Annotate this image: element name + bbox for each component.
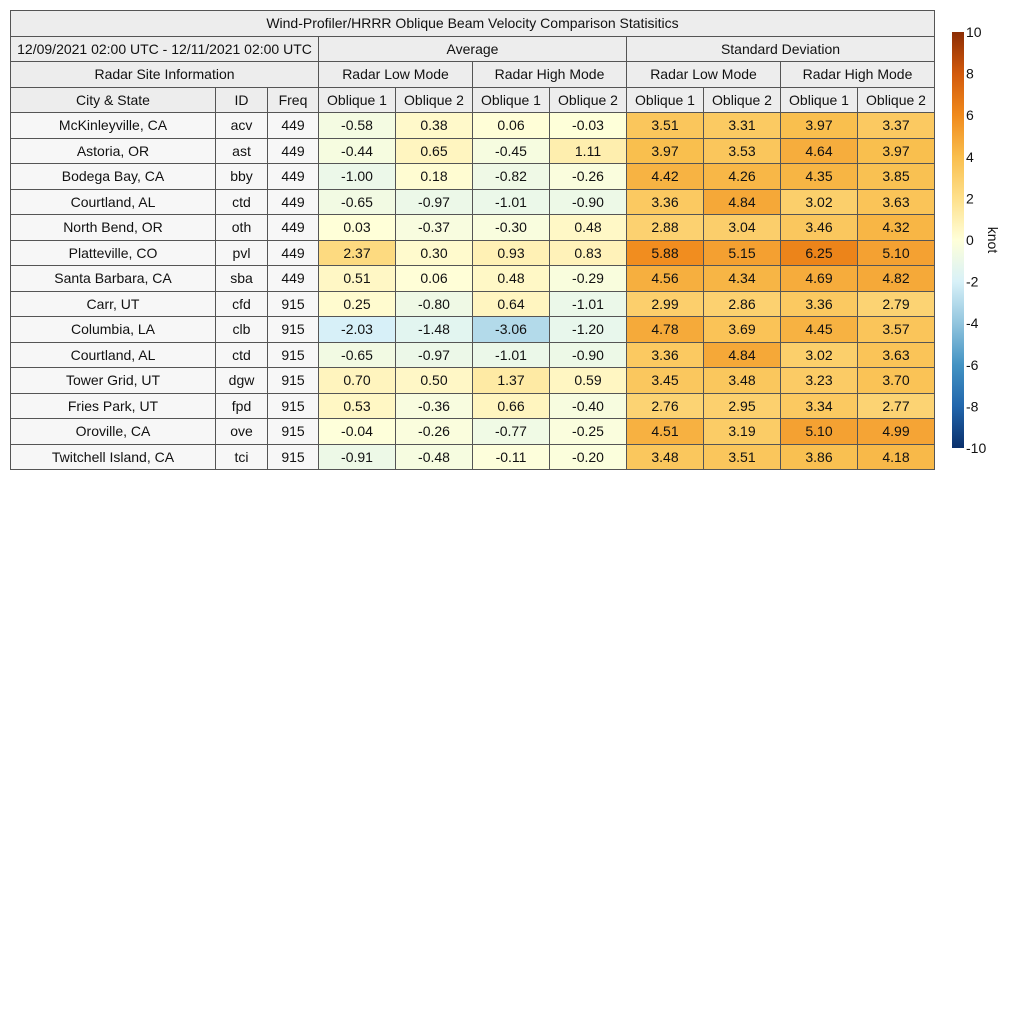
colorbar-ticks	[966, 24, 986, 456]
value-cell: 0.38	[396, 113, 473, 139]
value-cell: 4.99	[858, 419, 935, 445]
site-freq: 915	[268, 342, 319, 368]
value-cell: 3.23	[781, 368, 858, 394]
site-id: ctd	[216, 189, 268, 215]
site-id: ast	[216, 138, 268, 164]
table-row	[11, 138, 935, 164]
value-cell: -0.97	[396, 342, 473, 368]
col-header-id: ID	[216, 87, 268, 113]
site-city: Platteville, CO	[11, 240, 216, 266]
col-header-std-low-oblique-1: Oblique 1	[627, 87, 704, 113]
site-freq: 915	[268, 317, 319, 343]
value-cell: 1.11	[550, 138, 627, 164]
site-freq: 915	[268, 419, 319, 445]
col-header-avg-high-oblique-2: Oblique 2	[550, 87, 627, 113]
colorbar-tick-label: -6	[966, 356, 979, 373]
colorbar-tick-label: 4	[966, 148, 974, 165]
value-cell: 3.34	[781, 393, 858, 419]
value-cell: 2.95	[704, 393, 781, 419]
value-cell: 4.34	[704, 266, 781, 292]
site-freq: 915	[268, 444, 319, 470]
value-cell: 4.42	[627, 164, 704, 190]
value-cell: 2.99	[627, 291, 704, 317]
value-cell: -1.01	[473, 189, 550, 215]
table-row	[11, 368, 935, 394]
value-cell: -1.01	[550, 291, 627, 317]
site-id: acv	[216, 113, 268, 139]
value-cell: -1.01	[473, 342, 550, 368]
value-cell: 0.93	[473, 240, 550, 266]
site-city: Courtland, AL	[11, 342, 216, 368]
site-id: cfd	[216, 291, 268, 317]
value-cell: 0.65	[396, 138, 473, 164]
value-cell: 0.06	[396, 266, 473, 292]
site-freq: 449	[268, 266, 319, 292]
value-cell: 0.66	[473, 393, 550, 419]
site-city: Tower Grid, UT	[11, 368, 216, 394]
value-cell: 2.76	[627, 393, 704, 419]
site-id: ove	[216, 419, 268, 445]
table-row	[11, 189, 935, 215]
col-header-avg-low-oblique-1: Oblique 1	[319, 87, 396, 113]
value-cell: 3.46	[781, 215, 858, 241]
table-row	[11, 215, 935, 241]
colorbar-tick-label: 10	[966, 24, 982, 40]
value-cell: -0.26	[550, 164, 627, 190]
value-cell: 3.45	[627, 368, 704, 394]
col-header-city: City & State	[11, 87, 216, 113]
site-city: Oroville, CA	[11, 419, 216, 445]
site-id: pvl	[216, 240, 268, 266]
site-freq: 449	[268, 113, 319, 139]
value-cell: 3.97	[781, 113, 858, 139]
site-freq: 449	[268, 240, 319, 266]
value-cell: 3.69	[704, 317, 781, 343]
value-cell: 5.10	[781, 419, 858, 445]
colorbar-tick-label: 6	[966, 107, 974, 124]
site-id: bby	[216, 164, 268, 190]
table-row	[11, 164, 935, 190]
value-cell: -0.44	[319, 138, 396, 164]
value-cell: 0.64	[473, 291, 550, 317]
value-cell: 0.48	[550, 215, 627, 241]
site-city: Carr, UT	[11, 291, 216, 317]
table-row	[11, 291, 935, 317]
value-cell: 4.18	[858, 444, 935, 470]
value-cell: 4.64	[781, 138, 858, 164]
mode-std-high: Radar High Mode	[781, 62, 935, 88]
value-cell: -1.48	[396, 317, 473, 343]
site-city: Columbia, LA	[11, 317, 216, 343]
value-cell: -0.82	[473, 164, 550, 190]
table-row	[11, 266, 935, 292]
value-cell: -0.20	[550, 444, 627, 470]
value-cell: -0.90	[550, 189, 627, 215]
value-cell: -0.65	[319, 189, 396, 215]
col-header-std-low-oblique-2: Oblique 2	[704, 87, 781, 113]
colorbar-tick-label: -2	[966, 273, 979, 290]
value-cell: 4.35	[781, 164, 858, 190]
value-cell: 3.63	[858, 189, 935, 215]
value-cell: -1.00	[319, 164, 396, 190]
site-city: Courtland, AL	[11, 189, 216, 215]
value-cell: -0.36	[396, 393, 473, 419]
site-freq: 449	[268, 215, 319, 241]
value-cell: -0.04	[319, 419, 396, 445]
value-cell: 3.02	[781, 342, 858, 368]
value-cell: -0.25	[550, 419, 627, 445]
value-cell: 2.37	[319, 240, 396, 266]
site-city: Fries Park, UT	[11, 393, 216, 419]
value-cell: 0.30	[396, 240, 473, 266]
date-range: 12/09/2021 02:00 UTC - 12/11/2021 02:00 UTC	[11, 36, 319, 62]
value-cell: 3.02	[781, 189, 858, 215]
value-cell: 0.83	[550, 240, 627, 266]
value-cell: 5.88	[627, 240, 704, 266]
value-cell: 2.79	[858, 291, 935, 317]
value-cell: 4.51	[627, 419, 704, 445]
value-cell: -0.37	[396, 215, 473, 241]
colorbar-tick-label: -4	[966, 315, 979, 332]
site-id: ctd	[216, 342, 268, 368]
value-cell: 3.37	[858, 113, 935, 139]
value-cell: 2.86	[704, 291, 781, 317]
value-cell: -2.03	[319, 317, 396, 343]
value-cell: -0.45	[473, 138, 550, 164]
site-id: oth	[216, 215, 268, 241]
value-cell: 3.86	[781, 444, 858, 470]
value-cell: 3.36	[627, 189, 704, 215]
value-cell: 0.25	[319, 291, 396, 317]
value-cell: 4.78	[627, 317, 704, 343]
table-row	[11, 419, 935, 445]
value-cell: 3.97	[627, 138, 704, 164]
site-city: Santa Barbara, CA	[11, 266, 216, 292]
site-freq: 915	[268, 368, 319, 394]
table-row	[11, 342, 935, 368]
site-id: fpd	[216, 393, 268, 419]
value-cell: -1.20	[550, 317, 627, 343]
value-cell: 0.48	[473, 266, 550, 292]
value-cell: 3.31	[704, 113, 781, 139]
site-id: dgw	[216, 368, 268, 394]
site-id: tci	[216, 444, 268, 470]
value-cell: 3.57	[858, 317, 935, 343]
value-cell: -0.30	[473, 215, 550, 241]
value-cell: 3.51	[627, 113, 704, 139]
value-cell: 5.15	[704, 240, 781, 266]
value-cell: 4.69	[781, 266, 858, 292]
value-cell: -3.06	[473, 317, 550, 343]
value-cell: 0.50	[396, 368, 473, 394]
col-header-std-high-oblique-2: Oblique 2	[858, 87, 935, 113]
value-cell: -0.03	[550, 113, 627, 139]
col-header-avg-high-oblique-1: Oblique 1	[473, 87, 550, 113]
value-cell: 4.32	[858, 215, 935, 241]
site-freq: 915	[268, 393, 319, 419]
value-cell: 3.48	[627, 444, 704, 470]
site-freq: 449	[268, 164, 319, 190]
site-freq: 915	[268, 291, 319, 317]
value-cell: 6.25	[781, 240, 858, 266]
value-cell: 3.36	[781, 291, 858, 317]
site-city: North Bend, OR	[11, 215, 216, 241]
value-cell: 3.53	[704, 138, 781, 164]
value-cell: 3.48	[704, 368, 781, 394]
value-cell: 5.10	[858, 240, 935, 266]
colorbar-tick-label: 0	[966, 232, 974, 248]
value-cell: 0.70	[319, 368, 396, 394]
value-cell: -0.77	[473, 419, 550, 445]
colorbar-tick-label: -10	[966, 440, 987, 456]
value-cell: 2.88	[627, 215, 704, 241]
value-cell: 0.03	[319, 215, 396, 241]
col-header-freq: Freq	[268, 87, 319, 113]
value-cell: 3.51	[704, 444, 781, 470]
table-row	[11, 113, 935, 139]
value-cell: 1.37	[473, 368, 550, 394]
colorbar	[948, 24, 1018, 456]
table-row	[11, 393, 935, 419]
colorbar-unit-label: knot	[985, 226, 1001, 254]
colorbar-tick-label: 2	[966, 190, 974, 207]
site-city: McKinleyville, CA	[11, 113, 216, 139]
colorbar-tick-label: -8	[966, 398, 979, 415]
table-row	[11, 444, 935, 470]
site-freq: 449	[268, 189, 319, 215]
site-freq: 449	[268, 138, 319, 164]
value-cell: 4.45	[781, 317, 858, 343]
value-cell: -0.40	[550, 393, 627, 419]
value-cell: 0.18	[396, 164, 473, 190]
value-cell: -0.58	[319, 113, 396, 139]
value-cell: -0.91	[319, 444, 396, 470]
value-cell: -0.11	[473, 444, 550, 470]
value-cell: -0.48	[396, 444, 473, 470]
value-cell: 2.77	[858, 393, 935, 419]
site-city: Bodega Bay, CA	[11, 164, 216, 190]
value-cell: -0.90	[550, 342, 627, 368]
value-cell: 4.82	[858, 266, 935, 292]
value-cell: 0.53	[319, 393, 396, 419]
value-cell: 4.84	[704, 189, 781, 215]
site-info-header: Radar Site Information	[11, 62, 319, 88]
value-cell: 3.85	[858, 164, 935, 190]
value-cell: -0.80	[396, 291, 473, 317]
table-body	[11, 113, 935, 470]
value-cell: 0.51	[319, 266, 396, 292]
value-cell: 3.63	[858, 342, 935, 368]
site-id: clb	[216, 317, 268, 343]
value-cell: -0.29	[550, 266, 627, 292]
table-title: Wind-Profiler/HRRR Oblique Beam Velocity Comparison Statisitics	[11, 11, 935, 37]
site-city: Twitchell Island, CA	[11, 444, 216, 470]
colorbar-tick-label: 8	[966, 65, 974, 82]
colorbar-svg	[948, 24, 1018, 456]
stats-table	[10, 10, 935, 470]
col-header-avg-low-oblique-2: Oblique 2	[396, 87, 473, 113]
value-cell: 0.59	[550, 368, 627, 394]
value-cell: 3.97	[858, 138, 935, 164]
value-cell: 3.04	[704, 215, 781, 241]
value-cell: -0.97	[396, 189, 473, 215]
mode-std-low: Radar Low Mode	[627, 62, 781, 88]
group-standard-deviation: Standard Deviation	[627, 36, 935, 62]
group-average: Average	[319, 36, 627, 62]
mode-avg-high: Radar High Mode	[473, 62, 627, 88]
table-row	[11, 240, 935, 266]
col-header-std-high-oblique-1: Oblique 1	[781, 87, 858, 113]
site-id: sba	[216, 266, 268, 292]
colorbar-gradient	[952, 32, 964, 448]
site-city: Astoria, OR	[11, 138, 216, 164]
mode-avg-low: Radar Low Mode	[319, 62, 473, 88]
value-cell: -0.26	[396, 419, 473, 445]
value-cell: 3.19	[704, 419, 781, 445]
value-cell: 0.06	[473, 113, 550, 139]
value-cell: 3.70	[858, 368, 935, 394]
table-row	[11, 317, 935, 343]
value-cell: 4.26	[704, 164, 781, 190]
value-cell: 4.84	[704, 342, 781, 368]
value-cell: 3.36	[627, 342, 704, 368]
value-cell: 4.56	[627, 266, 704, 292]
value-cell: -0.65	[319, 342, 396, 368]
